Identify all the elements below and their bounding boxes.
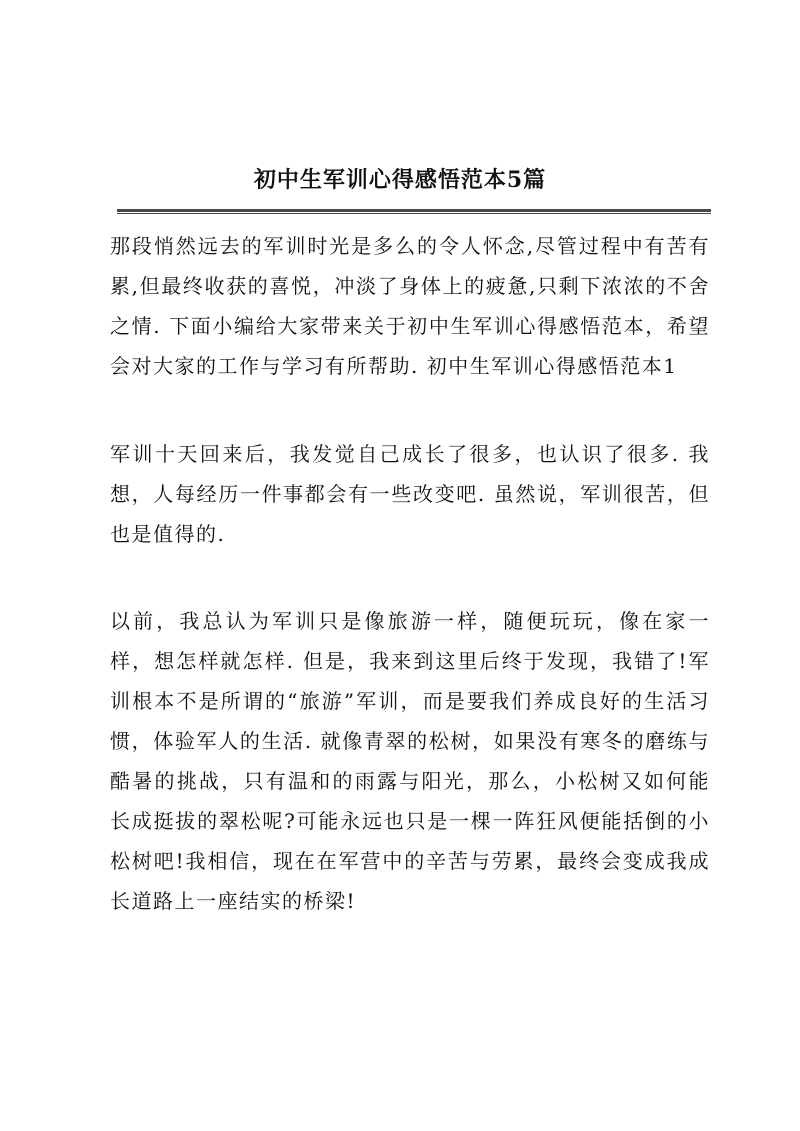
document-title: 初中生军训心得感悟范本5篇 — [253, 167, 547, 193]
paragraph-2: 军训十天回来后，我发觉自己成长了很多，也认识了很多. 我想，人每经历一件事都会有一些改变吧. 虽然说，军训很苦，但也是值得的. — [110, 442, 710, 546]
title-divider — [117, 209, 711, 214]
paragraph-3: 以前，我总认为军训只是像旅游一样，随便玩玩，像在家一样，想怎样就怎样. 但是，我来到这里后终于发现，我错了!军训根本不是所谓的“旅游”军训，而是要我们养成良好的生活习惯，体验军人的生活. 就像青翠的松树，如果没有寒冬的磨练与酷暑的挑战，只有温和的雨露与阳光，那么，小松树又如何能长成挺拔的翠松呢?可能永远也只是一棵一阵狂风便能括倒的小松树吧!我相信，现在在军营中的辛苦与劳累，最终会变成我成长道路上一座结实的桥梁! — [110, 609, 710, 913]
paragraph-intro: 那段悄然远去的军训时光是多么的令人怀念,尽管过程中有苦有累,但最终收获的喜悦，冲淡了身体上的疲惫,只剩下浓浓的不舍之情. 下面小编给大家带来关于初中生军训心得感悟范本，希望会对大家的工作与学习有所帮助. 初中生军训心得感悟范本1 — [110, 234, 710, 378]
